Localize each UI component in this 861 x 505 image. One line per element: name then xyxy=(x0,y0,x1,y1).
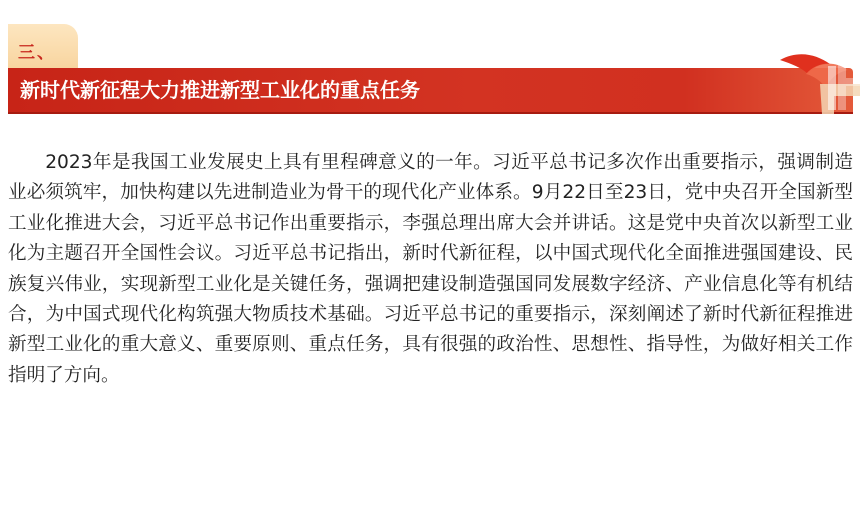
flag-ribbon-icon xyxy=(776,44,860,114)
section-title: 新时代新征程大力推进新型工业化的重点任务 xyxy=(20,78,420,102)
article-paragraph: 2023年是我国工业发展史上具有里程碑意义的一年。习近平总书记多次作出重要指示，强调制造业必须筑牢，加快构建以先进制造业为骨干的现代化产业体系。9月22日至23日，党中央召开全国新型工业化推进大会，习近平总书记作出重要指示，李强总理出席大会并讲话。这是党中央首次以新型工业化为主题召开全国性会议。习近平总书记指出，新时代新征程，以中国式现代化全面推进强国建设、民族复兴伟业，实现新型工业化是关键任务，强调把建设制造强国同发展数字经济、产业信息化等有机结合，为中国式现代化构筑强大物质技术基础。习近平总书记的重要指示，深刻阐述了新时代新征程推进新型工业化的重大意义、重要原则、重点任务，具有很强的政治性、思想性、指导性，为做好相关工作指明了方向。 xyxy=(8,152,853,386)
section-number: 三、 xyxy=(18,43,56,63)
